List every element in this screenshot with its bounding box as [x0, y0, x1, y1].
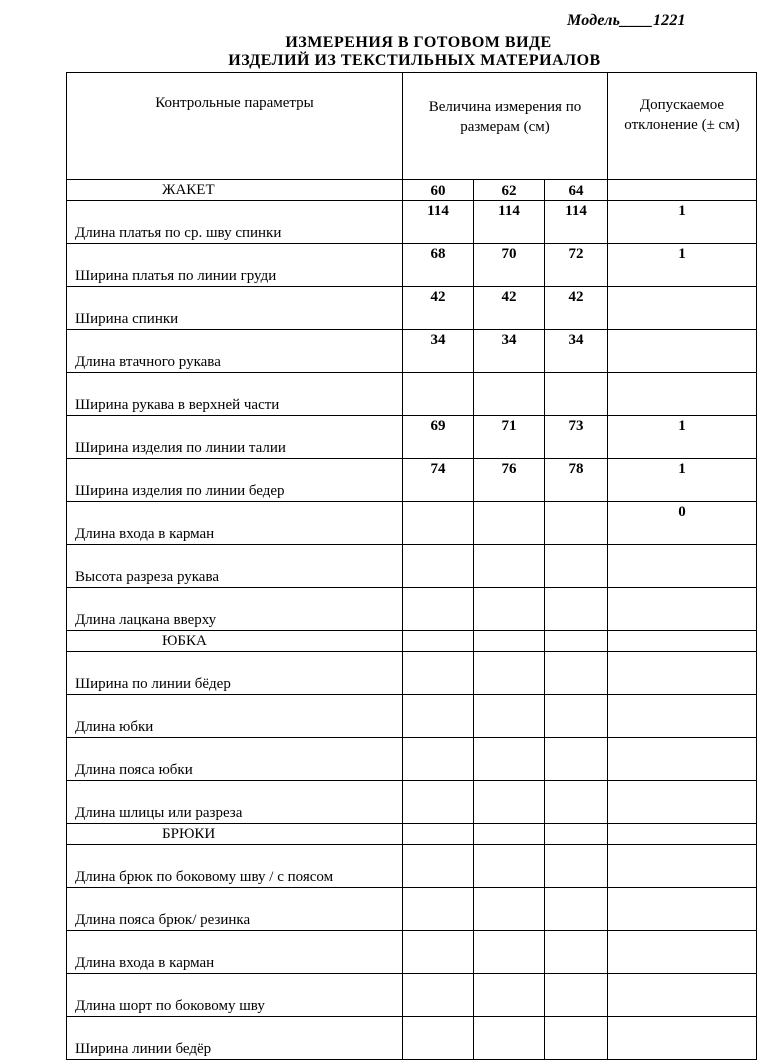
measurement-label: Длина пояса брюк/ резинка — [67, 888, 403, 931]
measurement-label: Длина юбки — [67, 695, 403, 738]
section-tolerance-cell — [608, 180, 757, 201]
table-row — [67, 738, 757, 781]
measurement-value: 76 — [474, 459, 545, 502]
measurement-value — [474, 931, 545, 974]
tolerance-value — [608, 845, 757, 888]
measurement-value — [403, 738, 474, 781]
table-row — [67, 330, 757, 373]
tolerance-value — [608, 781, 757, 824]
table-row — [67, 931, 757, 974]
measurement-value: 70 — [474, 244, 545, 287]
measurement-label: Длина входа в карман — [67, 931, 403, 974]
table-header-row — [67, 73, 757, 180]
measurement-value — [474, 373, 545, 416]
measurement-value — [403, 373, 474, 416]
measurement-value — [474, 781, 545, 824]
section-row — [67, 631, 757, 652]
measurement-value — [545, 845, 608, 888]
measurement-value — [403, 845, 474, 888]
measurement-value: 34 — [545, 330, 608, 373]
model-number: Модель____1221 — [567, 12, 686, 29]
size-header-cell — [545, 824, 608, 845]
measurement-label: Ширина изделия по линии бедер — [67, 459, 403, 502]
table-row — [67, 502, 757, 545]
measurement-value: 42 — [545, 287, 608, 330]
header-sizes-line2: размерам (см) — [460, 119, 550, 135]
table-row — [67, 373, 757, 416]
table-row — [67, 1017, 757, 1060]
tolerance-value — [608, 588, 757, 631]
measurement-value — [474, 738, 545, 781]
tolerance-value — [608, 287, 757, 330]
measurement-value — [474, 545, 545, 588]
size-header-cell — [474, 631, 545, 652]
measurement-value — [545, 373, 608, 416]
tolerance-value: 1 — [608, 459, 757, 502]
tolerance-value — [608, 738, 757, 781]
measurement-label: Ширина линии бедёр — [67, 1017, 403, 1060]
header-tol-line1: Допускаемое — [639, 97, 725, 113]
measurement-label: Длина втачного рукава — [67, 330, 403, 373]
measurement-label: Длина платья по ср. шву спинки — [67, 201, 403, 244]
table-row — [67, 974, 757, 1017]
section-name: ЖАКЕТ — [67, 180, 403, 201]
measurement-value — [545, 652, 608, 695]
measurement-label: Ширина по линии бёдер — [67, 652, 403, 695]
measurement-value — [403, 652, 474, 695]
header-tol-line2: отклонение (± см) — [624, 117, 740, 133]
tolerance-value: 1 — [608, 244, 757, 287]
measurement-value — [474, 974, 545, 1017]
table-row — [67, 888, 757, 931]
size-header-cell — [403, 824, 474, 845]
header-tolerance — [608, 73, 757, 180]
section-name: ЮБКА — [67, 631, 403, 652]
tolerance-value — [608, 974, 757, 1017]
section-tolerance-cell — [608, 631, 757, 652]
measurement-value — [545, 888, 608, 931]
measurement-value — [403, 588, 474, 631]
measurement-value — [474, 502, 545, 545]
table-row — [67, 588, 757, 631]
measurement-value — [545, 588, 608, 631]
tolerance-value: 1 — [608, 416, 757, 459]
tolerance-value — [608, 695, 757, 738]
size-header-cell — [403, 631, 474, 652]
measurement-value — [403, 695, 474, 738]
measurement-label: Высота разреза рукава — [67, 545, 403, 588]
table-row — [67, 244, 757, 287]
measurement-label: Длина шорт по боковому шву — [67, 974, 403, 1017]
table-row — [67, 652, 757, 695]
tolerance-value — [608, 1017, 757, 1060]
tolerance-value — [608, 545, 757, 588]
section-name: БРЮКИ — [67, 824, 403, 845]
measurement-value: 114 — [545, 201, 608, 244]
table-row — [67, 545, 757, 588]
measurement-value: 78 — [545, 459, 608, 502]
measurement-value: 74 — [403, 459, 474, 502]
tolerance-value: 1 — [608, 201, 757, 244]
measurement-value: 42 — [403, 287, 474, 330]
title-line-1: ИЗМЕРЕНИЯ В ГОТОВОМ ВИДЕ — [285, 34, 552, 51]
measurement-value — [545, 1017, 608, 1060]
measurement-label: Длина пояса юбки — [67, 738, 403, 781]
measurement-value — [403, 888, 474, 931]
measurement-value: 69 — [403, 416, 474, 459]
measurements-table — [66, 72, 757, 1060]
measurement-value — [403, 545, 474, 588]
measurement-value: 34 — [474, 330, 545, 373]
measurement-value — [403, 931, 474, 974]
table-row — [67, 416, 757, 459]
section-tolerance-cell — [608, 824, 757, 845]
measurement-value: 34 — [403, 330, 474, 373]
measurement-value — [545, 545, 608, 588]
tolerance-value — [608, 373, 757, 416]
tolerance-value — [608, 652, 757, 695]
measurement-value — [474, 888, 545, 931]
table-row — [67, 287, 757, 330]
measurement-label: Ширина спинки — [67, 287, 403, 330]
table-row — [67, 459, 757, 502]
measurement-value: 68 — [403, 244, 474, 287]
size-header-cell: 64 — [545, 180, 608, 201]
measurement-value — [474, 695, 545, 738]
measurement-value: 42 — [474, 287, 545, 330]
table-row — [67, 781, 757, 824]
table-row — [67, 695, 757, 738]
measurement-label: Длина шлицы или разреза — [67, 781, 403, 824]
table-row — [67, 845, 757, 888]
measurement-value: 114 — [474, 201, 545, 244]
measurement-label: Ширина изделия по линии талии — [67, 416, 403, 459]
measurement-label: Длина входа в карман — [67, 502, 403, 545]
measurement-value — [403, 974, 474, 1017]
measurement-label: Ширина платья по линии груди — [67, 244, 403, 287]
tolerance-value — [608, 931, 757, 974]
measurement-value: 114 — [403, 201, 474, 244]
tolerance-value — [608, 330, 757, 373]
measurement-value — [545, 502, 608, 545]
measurement-value — [474, 652, 545, 695]
measurement-value — [474, 1017, 545, 1060]
measurement-value — [403, 781, 474, 824]
header-sizes — [403, 73, 608, 180]
section-row — [67, 824, 757, 845]
measurement-label: Длина брюк по боковому шву / с поясом — [67, 845, 403, 888]
header-sizes-line1: Величина измерения по — [428, 99, 582, 115]
tolerance-value — [608, 888, 757, 931]
measurement-value — [545, 974, 608, 1017]
size-header-cell: 60 — [403, 180, 474, 201]
table-row — [67, 201, 757, 244]
measurement-value — [545, 781, 608, 824]
tolerance-value: 0 — [608, 502, 757, 545]
measurement-value — [545, 738, 608, 781]
measurement-value — [545, 695, 608, 738]
size-header-cell: 62 — [474, 180, 545, 201]
measurement-value — [474, 845, 545, 888]
measurement-value: 73 — [545, 416, 608, 459]
measurement-value — [403, 502, 474, 545]
measurement-label: Ширина рукава в верхней части — [67, 373, 403, 416]
measurement-label: Длина лацкана вверху — [67, 588, 403, 631]
measurement-value — [474, 588, 545, 631]
title-line-2: ИЗДЕЛИЙ ИЗ ТЕКСТИЛЬНЫХ МАТЕРИАЛОВ — [228, 52, 601, 69]
size-header-cell — [545, 631, 608, 652]
measurement-value: 72 — [545, 244, 608, 287]
measurement-value — [403, 1017, 474, 1060]
header-param: Контрольные параметры — [67, 73, 403, 180]
measurement-value — [545, 931, 608, 974]
size-header-cell — [474, 824, 545, 845]
section-row — [67, 180, 757, 201]
measurement-value: 71 — [474, 416, 545, 459]
